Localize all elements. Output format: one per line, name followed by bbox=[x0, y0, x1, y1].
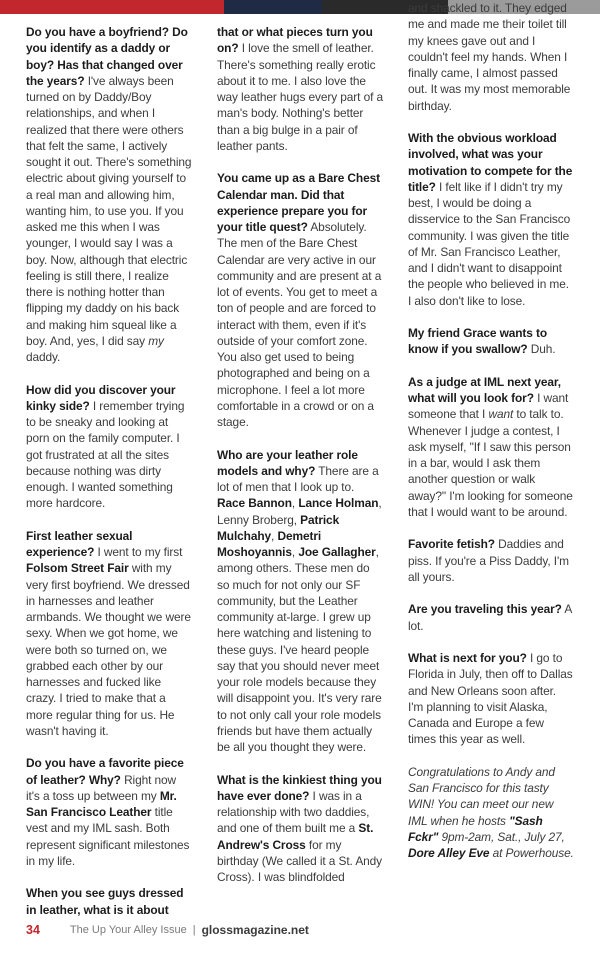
footer-separator: | bbox=[192, 924, 196, 936]
italic-text: my bbox=[148, 333, 164, 348]
answer-text: with my very first boyfriend. We dressed in harnesses and leather armbands. We thought we were sexy. When we got home, we were both so turned on, we grabbed each other by our harnesses and fucked like crazy. I tried to make that a more regular thing for us. He wasn't having it. bbox=[26, 561, 191, 738]
bold-name: Joe Gallagher bbox=[298, 545, 376, 559]
answer-text: and shackled to it. They edged me and made me their toilet till my knees gave out and I couldn't feel my hands. When I finally came, I almost passed out. It was my most memorable birthday. bbox=[408, 1, 571, 113]
answer-text: , bbox=[291, 496, 299, 511]
answer-text: daddy. bbox=[26, 350, 61, 364]
answer-text: title vest and my IML sash. Both represent significant milestones in my life. bbox=[26, 805, 190, 868]
paragraph-boyfriend bbox=[26, 24, 192, 365]
answer-text: , bbox=[291, 545, 299, 559]
answer-text: Absolutely. The men of the Bare Chest Calendar are very active in our community and are present at a lot of events. You get to meet a ton of people and are forced to interact with them, even if it's outside of your comfort zone. You also get used to being photographed and being on a microphone. I feel a lot more comfortable in a crowd or on a stage. bbox=[217, 220, 382, 429]
answer-text: I remember trying to be sneaky and looking at porn on the family computer. I got frustrated at all the sites because nothing was dirty enough. I wanted something more hardcore. bbox=[26, 398, 185, 511]
answer-text: I felt like if I didn't try my best, I would be doing a disservice to the San Francisco community. I was given the title of Mr. San Francisco Leather, and I didn't want to disappoint the people who believed in me. I also don't like to lose. bbox=[408, 179, 571, 308]
answer-text: I was in a relationship with two daddies, and one of them built me a bbox=[217, 788, 370, 836]
bold-name: Lance Holman bbox=[298, 496, 379, 511]
event-name: "Sash Fckr" bbox=[408, 813, 543, 844]
paragraph-next bbox=[408, 650, 574, 748]
question-text: that or what pieces turn you on? bbox=[217, 25, 373, 56]
question-text: Do you have a boyfriend? Do you identify as a daddy or boy? Has that changed over the years? bbox=[26, 25, 188, 88]
question-text: When you see guys dressed in leather, what is it about bbox=[26, 886, 184, 917]
article-body bbox=[26, 1, 574, 934]
top-bar-red-segment bbox=[0, 0, 224, 14]
article-column-3 bbox=[408, 0, 574, 934]
paragraph-judge bbox=[408, 374, 574, 520]
question-text: Do you have a favorite piece of leather? Why? bbox=[26, 756, 184, 787]
page-footer bbox=[26, 919, 574, 941]
answer-text: I go to Florida in July, then off to Dallas and New Orleans soon after. I'm planning to visit Alaska, Canada and Europe a few times this year as well. bbox=[408, 651, 573, 747]
question-text: With the obvious workload involved, what was your motivation to compete for the title? bbox=[408, 131, 573, 194]
paragraph-traveling bbox=[408, 601, 574, 634]
answer-text: Right now it's a toss up between my bbox=[26, 772, 177, 803]
site-url[interactable]: glossmagazine.net bbox=[201, 923, 309, 937]
question-text: What is next for you? bbox=[408, 651, 527, 665]
outro-text: Congratulations to Andy and San Francisco for this tasty WIN! You can meet our new IML when he hosts bbox=[408, 764, 555, 828]
event-name: Dore Alley Eve bbox=[408, 846, 490, 860]
paragraph-grace bbox=[408, 325, 574, 358]
question-text: What is the kinkiest thing you have ever done? bbox=[217, 772, 382, 803]
article-column-1 bbox=[26, 24, 192, 934]
outro-text: 9pm-2am, Sat., July 27, bbox=[438, 829, 565, 844]
paragraph-first-leather bbox=[26, 528, 192, 739]
answer-text: I've always been turned on by Daddy/Boy relationships, and when I realized that there were others that felt the same, I actively sought it out. There's something electric about giving yourself to a real man and allowing him, wanting him, to use you. If you asked me this when I was younger, I would say I was a boy. Now, although that electric feeling is still there, I realize there is nothing hotter than flipping my daddy on his back and making him squeal like a boy. And, yes, I did say bbox=[26, 73, 192, 348]
answer-text: I love the smell of leather. There's something really erotic about it to me. I also love the way leather hugs every part of a man's body. Nothing's better than a big bulge in a pair of leather pants. bbox=[217, 41, 384, 153]
bold-name: Patrick Mulchahy bbox=[217, 512, 340, 543]
question-text: First leather sexual experience? bbox=[26, 528, 133, 559]
question-text: Favorite fetish? bbox=[408, 537, 495, 552]
paragraph-guys-dressed bbox=[26, 885, 192, 918]
paragraph-favorite-leather bbox=[26, 755, 192, 869]
issue-title: The Up Your Alley Issue bbox=[69, 924, 187, 936]
answer-text: I went to my first bbox=[94, 545, 183, 559]
answer-text: I want someone that I bbox=[408, 391, 569, 422]
outro-text: at Powerhouse. bbox=[489, 846, 574, 860]
answer-text: , Lenny Broberg, bbox=[217, 496, 382, 527]
answer-text: , among others. These men do so much for not only our SF community, but the Leather community at-large. I grew up here watching and listening to these guys. I've heard people say that you should never meet your role models because they will disappoint you. It's very rare to not only call your role models friends but have them actually be all you thought they were. bbox=[217, 545, 382, 754]
paragraph-bare-chest bbox=[217, 170, 383, 430]
article-column-2 bbox=[217, 0, 383, 934]
paragraph-fetish bbox=[408, 536, 574, 585]
question-text: As a judge at IML next year, what will you look for? bbox=[408, 374, 561, 405]
paragraph-continued bbox=[408, 0, 574, 114]
question-text: My friend Grace wants to know if you swallow? bbox=[408, 326, 547, 357]
question-text: You came up as a Bare Chest Calendar man. Did that experience prepare you for your title quest? bbox=[217, 171, 380, 234]
paragraph-kinky-side bbox=[26, 382, 192, 512]
paragraph-leather-pieces bbox=[217, 24, 383, 154]
answer-text: There are a lot of men that I look up to. bbox=[217, 463, 379, 494]
answer-text: Daddies and piss. If you're a Piss Daddy, I'm all yours. bbox=[408, 537, 569, 584]
question-text: Are you traveling this year? bbox=[408, 602, 562, 617]
answer-text: A lot. bbox=[408, 602, 572, 633]
answer-text: , bbox=[271, 528, 278, 543]
paragraph-kinkiest bbox=[217, 772, 383, 886]
bold-name: Folsom Street Fair bbox=[26, 561, 129, 576]
bold-name: Demetri Moshoyannis bbox=[217, 528, 322, 559]
answer-text: for my birthday (We called it a St. Andy Cross). I was blindfolded bbox=[217, 837, 383, 884]
bold-name: Race Bannon bbox=[217, 496, 292, 511]
question-text: How did you discover your kinky side? bbox=[26, 382, 176, 413]
bold-name: St. Andrew's Cross bbox=[217, 821, 374, 852]
answer-text: to talk to. Whenever I judge a contest, I ask myself, "If I saw this person in a bar, would I ask them another question or walk away?" I'm looking for someone that I would want to be around. bbox=[408, 407, 573, 519]
italic-text: want bbox=[488, 407, 514, 422]
bold-name: Mr. San Francisco Leather bbox=[26, 788, 177, 819]
answer-text: Duh. bbox=[527, 342, 556, 357]
page-number: 34 bbox=[26, 923, 40, 937]
outro-paragraph bbox=[408, 764, 574, 862]
paragraph-motivation bbox=[408, 130, 574, 309]
paragraph-role-models bbox=[217, 447, 383, 756]
question-text: Who are your leather role models and why? bbox=[217, 447, 358, 478]
